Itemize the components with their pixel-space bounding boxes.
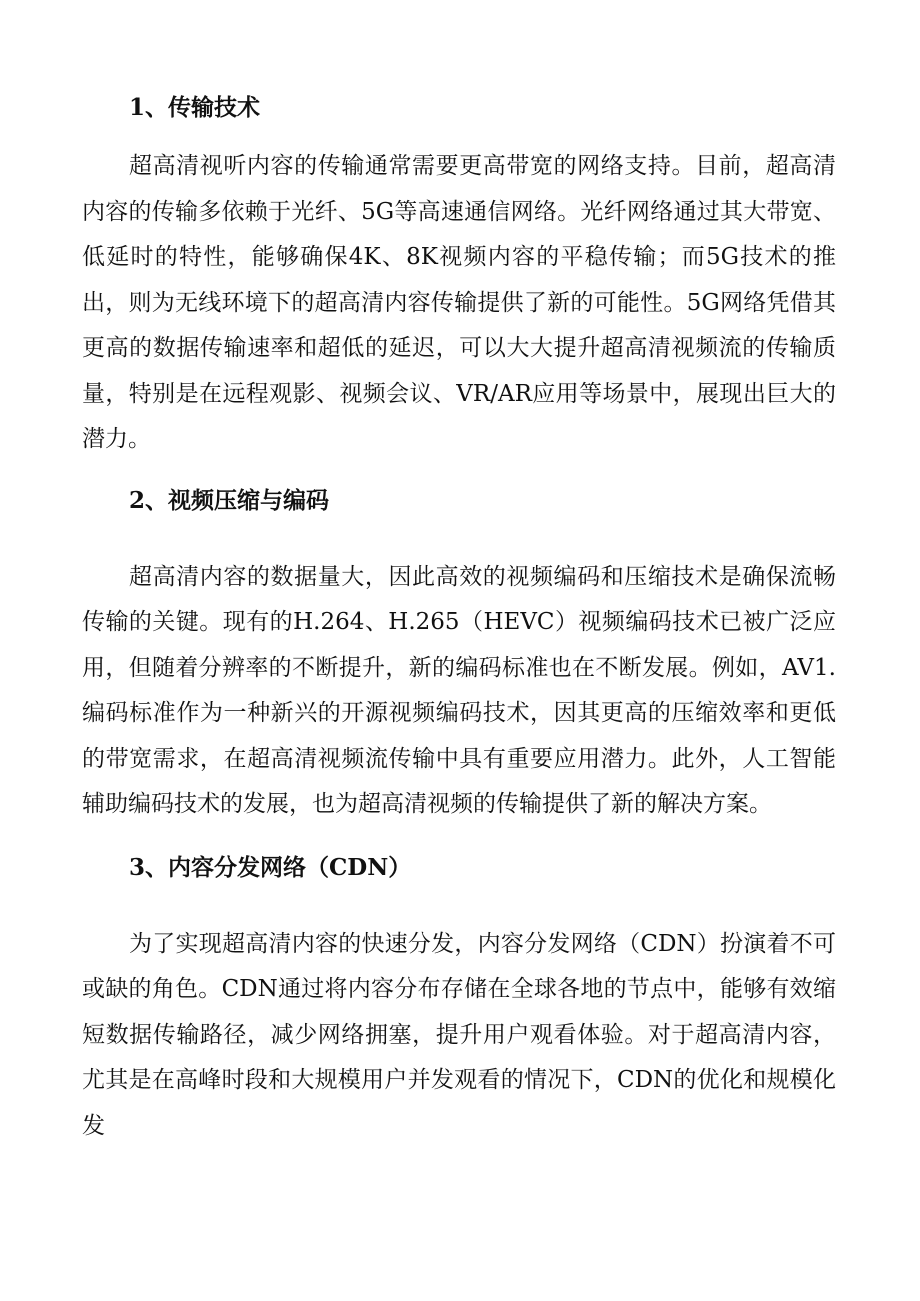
- section-paragraph-cdn: 为了实现超高清内容的快速分发，内容分发网络（CDN）扮演着不可或缺的角色。CDN通过将内容分布存储在全球各地的节点中，能够有效缩短数据传输路径，减少网络拥塞，提升用户观看体验。对于超高清内容，尤其是在高峰时段和大规模用户并发观看的情况下，CDN的优化和规模化发: [82, 930, 836, 1139]
- section-heading-transmission: 1、传输技术: [129, 94, 261, 121]
- section-heading-video-compression: 2、视频压缩与编码: [129, 486, 330, 514]
- section-paragraph-transmission: 超高清视听内容的传输通常需要更高带宽的网络支持。目前，超高清内容的传输多依赖于光纤、5G等高速通信网络。光纤网络通过其大带宽、低延时的特性，能够确保4K、8K视频内容的平稳传输；而5G技术的推出，则为无线环境下的超高清内容传输提供了新的可能性。5G网络凭借其更高的数据传输速率和超低的延迟，可以大大提升超高清视频流的传输质量，特别是在远程观影、视频会议、VR/AR应用等场景中，展现出巨大的潜力。: [82, 153, 836, 452]
- document-body: [82, 88, 836, 1149]
- section-heading-cdn: 3、内容分发网络（CDN）: [129, 853, 412, 881]
- section-paragraph-video-compression: 超高清内容的数据量大，因此高效的视频编码和压缩技术是确保流畅传输的关键。现有的H.264、H.265（HEVC）视频编码技术已被广泛应用，但随着分辨率的不断提升，新的编码标准也在不断发展。例如，AV1.编码标准作为一种新兴的开源视频编码技术，因其更高的压缩效率和更低的带宽需求，在超高清视频流传输中具有重要应用潜力。此外，人工智能辅助编码技术的发展，也为超高清视频的传输提供了新的解决方案。: [82, 563, 836, 817]
